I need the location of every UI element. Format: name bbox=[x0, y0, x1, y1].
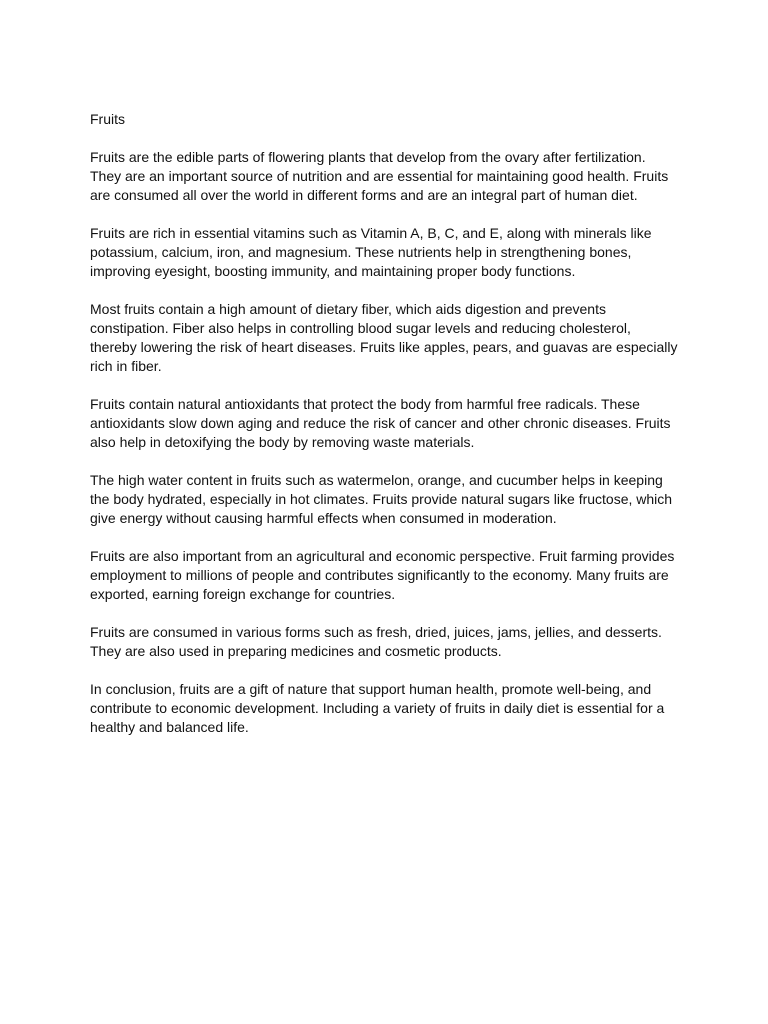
paragraph-fiber: Most fruits contain a high amount of dietary fiber, which aids digestion and prevents constipation. Fiber also helps in controlling blood sugar levels and reducing cholesterol, thereby lowering the risk of heart diseases. Fruits like apples, pears, and guavas are especially rich in fiber. bbox=[90, 301, 678, 374]
document-title: Fruits bbox=[90, 111, 125, 127]
paragraph-conclusion: In conclusion, fruits are a gift of nature that support human health, promote well-being, and contribute to economic development. Including a variety of fruits in daily diet is essential for a healthy and balanced life. bbox=[90, 681, 665, 735]
paragraph-vitamins: Fruits are rich in essential vitamins such as Vitamin A, B, C, and E, along with minerals like potassium, calcium, iron, and magnesium. These nutrients help in strengthening bones, improving eyesight, boosting immunity, and maintaining proper body functions. bbox=[90, 225, 652, 279]
paragraph-forms: Fruits are consumed in various forms such as fresh, dried, juices, jams, jellies, and desserts. They are also used in preparing medicines and cosmetic products. bbox=[90, 624, 662, 659]
document-body bbox=[90, 110, 680, 756]
paragraph-antioxidants: Fruits contain natural antioxidants that protect the body from harmful free radicals. These antioxidants slow down aging and reduce the risk of cancer and other chronic diseases. Fruits also help in detoxifying the body by removing waste materials. bbox=[90, 396, 671, 450]
paragraph-hydration: The high water content in fruits such as watermelon, orange, and cucumber helps in keeping the body hydrated, especially in hot climates. Fruits provide natural sugars like fructose, which give energy without causing harmful effects when consumed in moderation. bbox=[90, 472, 673, 526]
paragraph-economy: Fruits are also important from an agricultural and economic perspective. Fruit farming provides employment to millions of people and contributes significantly to the economy. Many fruits are exported, earning foreign exchange for countries. bbox=[90, 548, 675, 602]
paragraph-introduction: Fruits are the edible parts of flowering plants that develop from the ovary after fertilization. They are an important source of nutrition and are essential for maintaining good health. Fruits are consumed all over the world in different forms and are an integral part of human diet. bbox=[90, 149, 669, 203]
